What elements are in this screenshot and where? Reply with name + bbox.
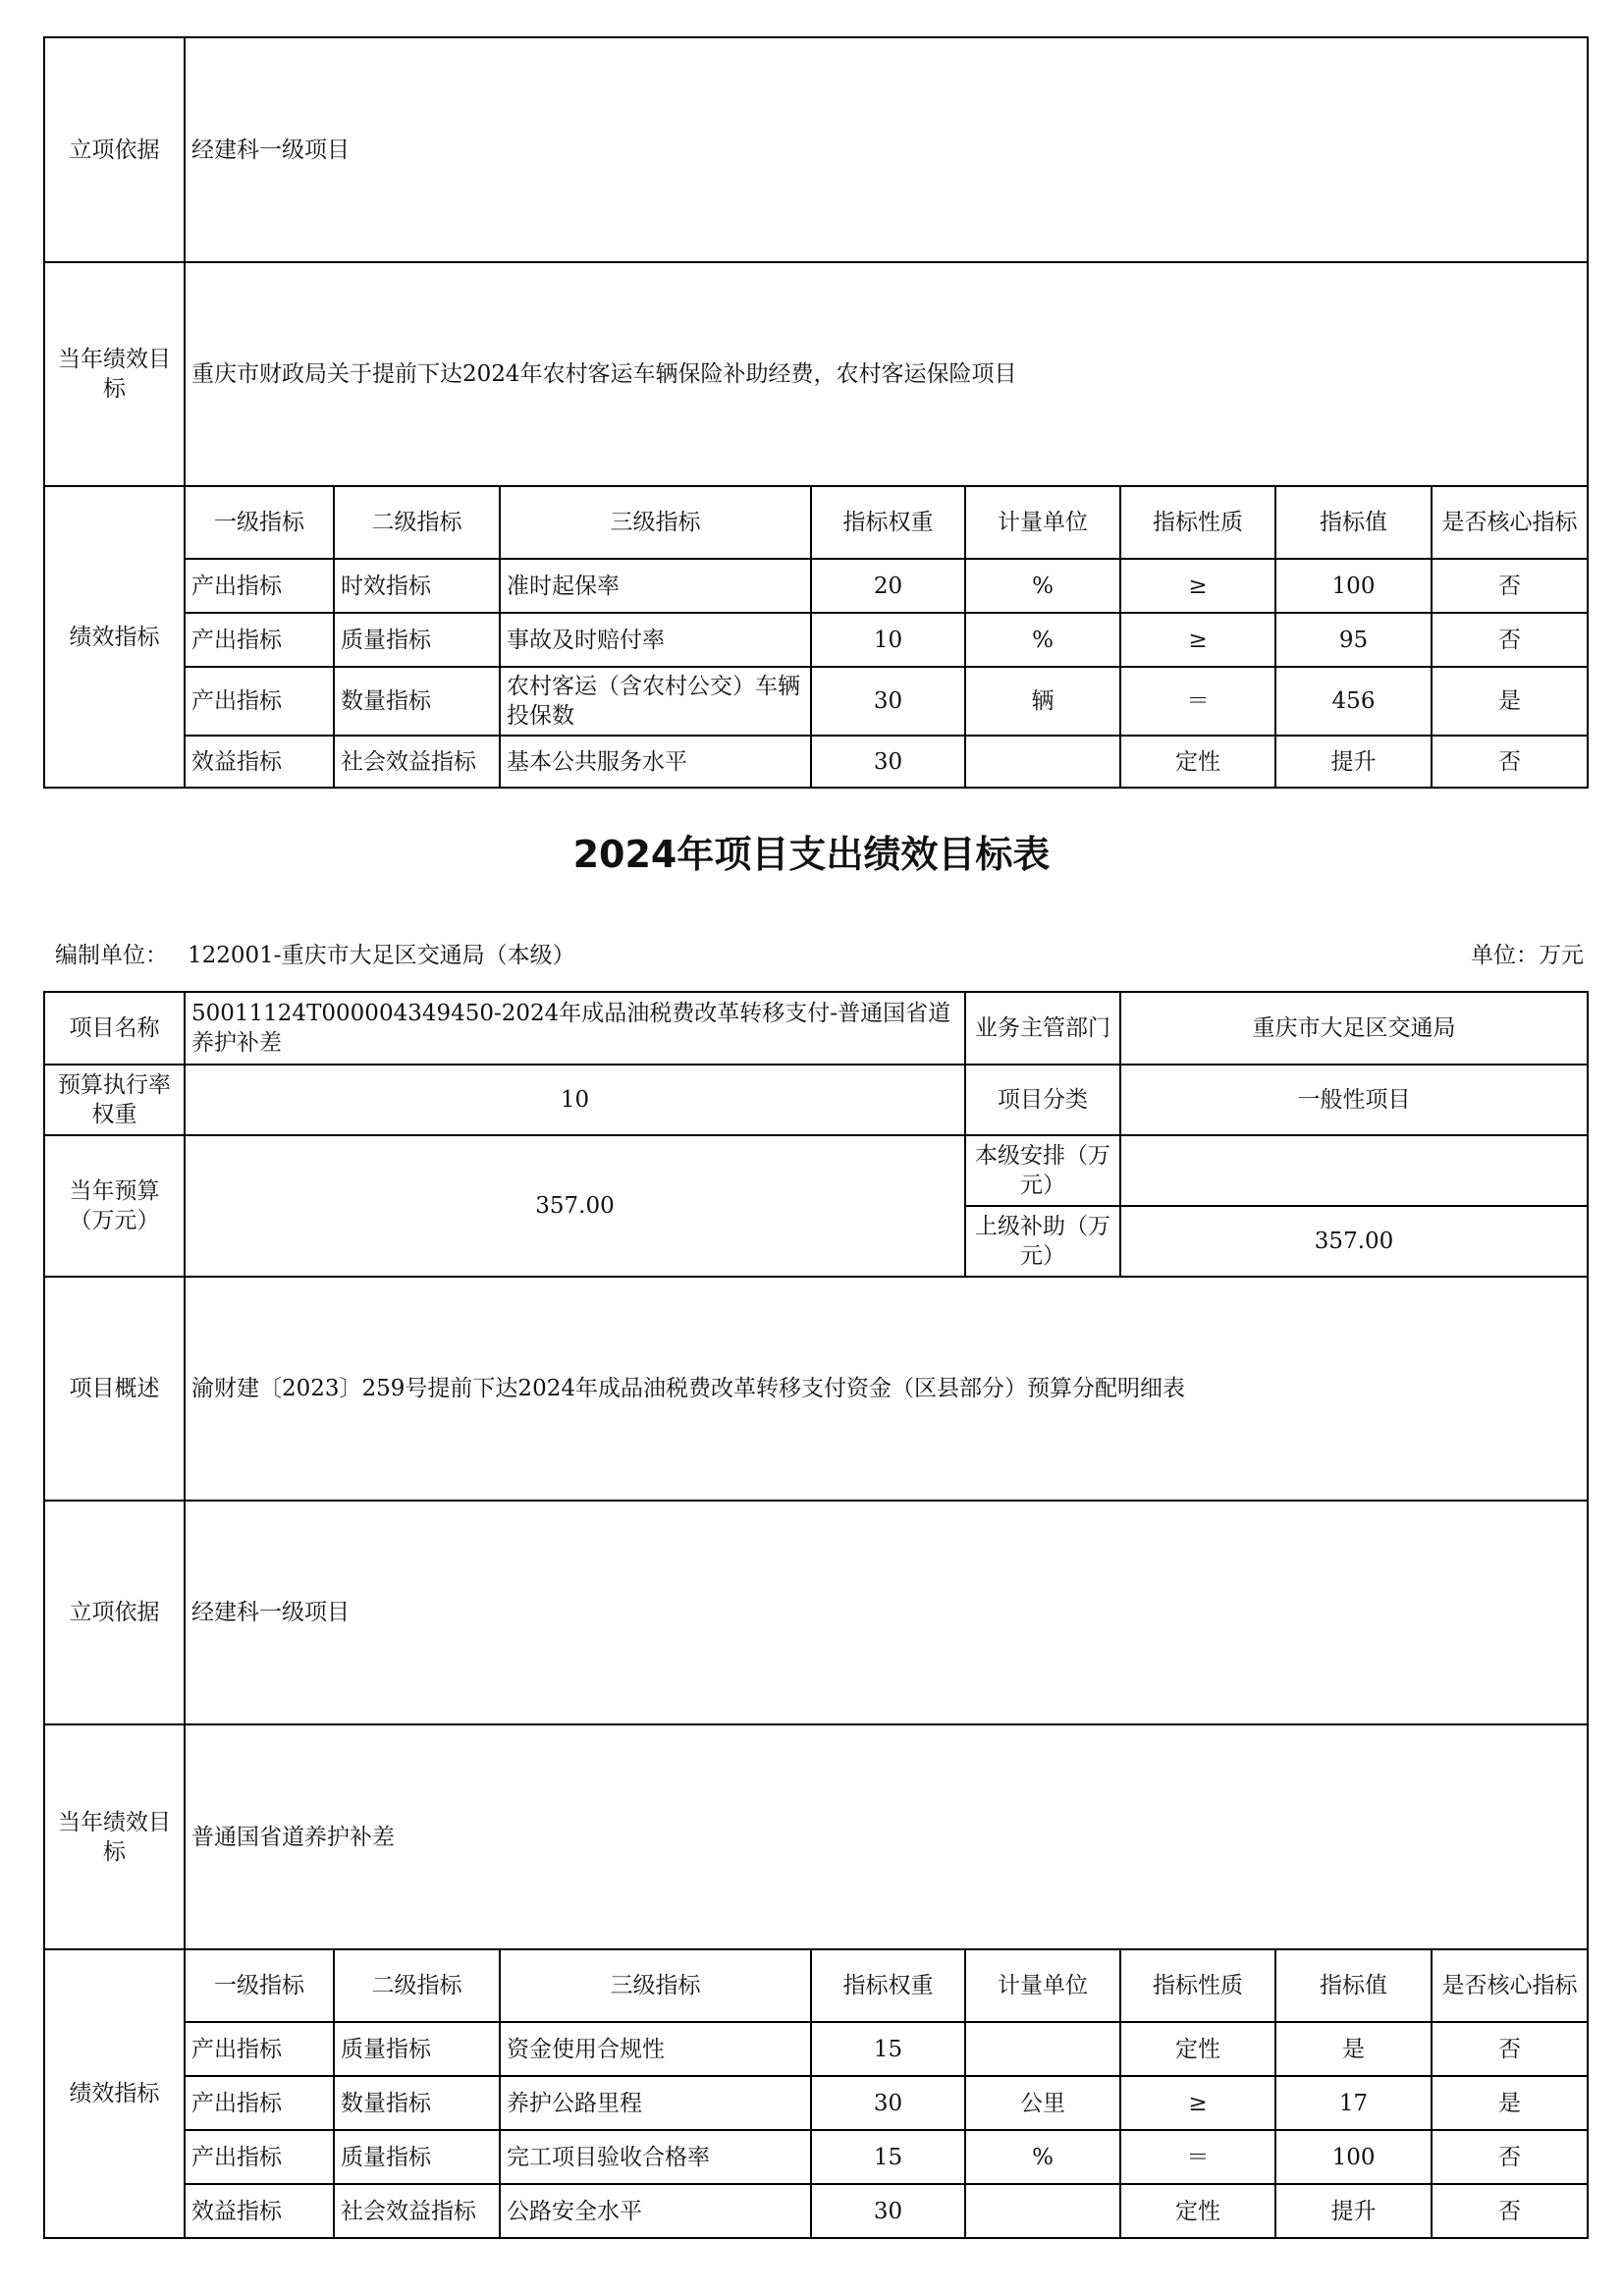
value-cell: 100 <box>1275 2130 1432 2184</box>
header-level2: 二级指标 <box>334 1949 500 2022</box>
value-cell: 提升 <box>1275 736 1432 788</box>
header-core: 是否核心指标 <box>1432 1949 1588 2022</box>
header-value: 指标值 <box>1275 1949 1432 2022</box>
budget-row <box>44 1135 1588 1206</box>
level2-cell: 质量指标 <box>334 2022 500 2076</box>
local-label: 本级安排（万元） <box>965 1135 1120 1206</box>
indicator-row <box>44 667 1588 736</box>
budget-value: 357.00 <box>185 1135 965 1277</box>
nature-cell: 定性 <box>1120 736 1275 788</box>
indicator-row <box>44 559 1588 613</box>
weight-cell: 30 <box>811 2076 965 2130</box>
budget-label: 当年预算（万元） <box>44 1135 185 1277</box>
unit-cell: % <box>965 559 1120 613</box>
basis-row <box>44 37 1588 262</box>
weight-cell: 30 <box>811 2184 965 2238</box>
nature-cell: ≥ <box>1120 2076 1275 2130</box>
weight-cell: 30 <box>811 736 965 788</box>
nature-cell: ＝ <box>1120 2130 1275 2184</box>
core-cell: 否 <box>1432 736 1588 788</box>
indicator-row <box>44 736 1588 788</box>
overview-row <box>44 1277 1588 1501</box>
header-weight: 指标权重 <box>811 486 965 559</box>
header-nature: 指标性质 <box>1120 1949 1275 2022</box>
nature-cell: 定性 <box>1120 2184 1275 2238</box>
unit-cell <box>965 736 1120 788</box>
goal-label: 当年绩效目标 <box>44 262 185 486</box>
header-level3: 三级指标 <box>500 486 811 559</box>
core-cell: 否 <box>1432 2184 1588 2238</box>
value-cell: 95 <box>1275 613 1432 667</box>
unit-cell <box>965 2184 1120 2238</box>
weight-label: 预算执行率权重 <box>44 1065 185 1135</box>
header-unit: 计量单位 <box>965 486 1120 559</box>
core-cell: 是 <box>1432 667 1588 736</box>
unit-cell: 辆 <box>965 667 1120 736</box>
indicator-header-row <box>44 1949 1588 2022</box>
goal-row <box>44 262 1588 486</box>
level2-cell: 社会效益指标 <box>334 2184 500 2238</box>
level1-cell: 产出指标 <box>185 667 334 736</box>
level1-cell: 产出指标 <box>185 2076 334 2130</box>
header-level3: 三级指标 <box>500 1949 811 2022</box>
dept-value: 重庆市大足区交通局 <box>1120 992 1588 1065</box>
local-value <box>1120 1135 1588 1206</box>
header-weight: 指标权重 <box>811 1949 965 2022</box>
currency-unit: 单位：万元 <box>1471 943 1584 968</box>
weight-row <box>44 1065 1588 1135</box>
level3-cell: 资金使用合规性 <box>500 2022 811 2076</box>
header-nature: 指标性质 <box>1120 486 1275 559</box>
unit-cell: 公里 <box>965 2076 1120 2130</box>
category-value: 一般性项目 <box>1120 1065 1588 1135</box>
overview-label: 项目概述 <box>44 1277 185 1501</box>
level3-cell: 公路安全水平 <box>500 2184 811 2238</box>
nature-cell: ≥ <box>1120 613 1275 667</box>
performance-table-continued <box>43 36 1589 789</box>
indicators-label: 绩效指标 <box>44 486 185 788</box>
level1-cell: 效益指标 <box>185 736 334 788</box>
level1-cell: 产出指标 <box>185 2022 334 2076</box>
value-cell: 提升 <box>1275 2184 1432 2238</box>
dept-label: 业务主管部门 <box>965 992 1120 1065</box>
indicator-row <box>44 2076 1588 2130</box>
weight-cell: 15 <box>811 2130 965 2184</box>
goal-value: 重庆市财政局关于提前下达2024年农村客运车辆保险补助经费，农村客运保险项目 <box>185 262 1588 486</box>
level2-cell: 社会效益指标 <box>334 736 500 788</box>
basis-row <box>44 1501 1588 1724</box>
core-cell: 是 <box>1432 2076 1588 2130</box>
header-value: 指标值 <box>1275 486 1432 559</box>
header-level1: 一级指标 <box>185 486 334 559</box>
value-cell: 456 <box>1275 667 1432 736</box>
nature-cell: ＝ <box>1120 667 1275 736</box>
unit-cell: % <box>965 2130 1120 2184</box>
indicator-row <box>44 613 1588 667</box>
level2-cell: 数量指标 <box>334 2076 500 2130</box>
level2-cell: 质量指标 <box>334 2130 500 2184</box>
indicators-label: 绩效指标 <box>44 1949 185 2238</box>
core-cell: 否 <box>1432 2130 1588 2184</box>
project-name-label: 项目名称 <box>44 992 185 1065</box>
goal-row <box>44 1724 1588 1949</box>
nature-cell: 定性 <box>1120 2022 1275 2076</box>
header-level1: 一级指标 <box>185 1949 334 2022</box>
core-cell: 否 <box>1432 613 1588 667</box>
header-level2: 二级指标 <box>334 486 500 559</box>
indicator-row <box>44 2022 1588 2076</box>
basis-value: 经建科一级项目 <box>185 37 1588 262</box>
level3-cell: 基本公共服务水平 <box>500 736 811 788</box>
compiling-unit <box>55 941 575 970</box>
nature-cell: ≥ <box>1120 559 1275 613</box>
unit-cell <box>965 2022 1120 2076</box>
upper-value: 357.00 <box>1120 1206 1588 1277</box>
goal-value: 普通国省道养护补差 <box>185 1724 1588 1949</box>
upper-label: 上级补助（万元） <box>965 1206 1120 1277</box>
compiling-unit-value: 122001-重庆市大足区交通局（本级） <box>188 943 575 968</box>
value-cell: 是 <box>1275 2022 1432 2076</box>
compiling-unit-label: 编制单位： <box>55 943 168 968</box>
value-cell: 100 <box>1275 559 1432 613</box>
level3-cell: 准时起保率 <box>500 559 811 613</box>
weight-cell: 20 <box>811 559 965 613</box>
level1-cell: 产出指标 <box>185 2130 334 2184</box>
core-cell: 否 <box>1432 559 1588 613</box>
level3-cell: 完工项目验收合格率 <box>500 2130 811 2184</box>
level1-cell: 效益指标 <box>185 2184 334 2238</box>
goal-label: 当年绩效目标 <box>44 1724 185 1949</box>
indicator-row <box>44 2184 1588 2238</box>
header-core: 是否核心指标 <box>1432 486 1588 559</box>
unit-cell: % <box>965 613 1120 667</box>
basis-label: 立项依据 <box>44 1501 185 1724</box>
level2-cell: 质量指标 <box>334 613 500 667</box>
level3-cell: 事故及时赔付率 <box>500 613 811 667</box>
project-name-value: 50011124T000004349450-2024年成品油税费改革转移支付-普通国省道养护补差 <box>185 992 965 1065</box>
basis-label: 立项依据 <box>44 37 185 262</box>
project-performance-table <box>43 991 1589 2239</box>
level2-cell: 数量指标 <box>334 667 500 736</box>
core-cell: 否 <box>1432 2022 1588 2076</box>
page-title: 2024年项目支出绩效目标表 <box>572 833 1051 876</box>
indicator-row <box>44 2130 1588 2184</box>
weight-value: 10 <box>185 1065 965 1135</box>
weight-cell: 15 <box>811 2022 965 2076</box>
header-unit: 计量单位 <box>965 1949 1120 2022</box>
project-name-row <box>44 992 1588 1065</box>
indicator-header-row <box>44 486 1588 559</box>
weight-cell: 10 <box>811 613 965 667</box>
value-cell: 17 <box>1275 2076 1432 2130</box>
level3-cell: 养护公路里程 <box>500 2076 811 2130</box>
category-label: 项目分类 <box>965 1065 1120 1135</box>
level2-cell: 时效指标 <box>334 559 500 613</box>
level3-cell: 农村客运（含农村公交）车辆投保数 <box>500 667 811 736</box>
overview-value: 渝财建〔2023〕259号提前下达2024年成品油税费改革转移支付资金（区县部分）预算分配明细表 <box>185 1277 1588 1501</box>
basis-value: 经建科一级项目 <box>185 1501 1588 1724</box>
level1-cell: 产出指标 <box>185 613 334 667</box>
level1-cell: 产出指标 <box>185 559 334 613</box>
weight-cell: 30 <box>811 667 965 736</box>
